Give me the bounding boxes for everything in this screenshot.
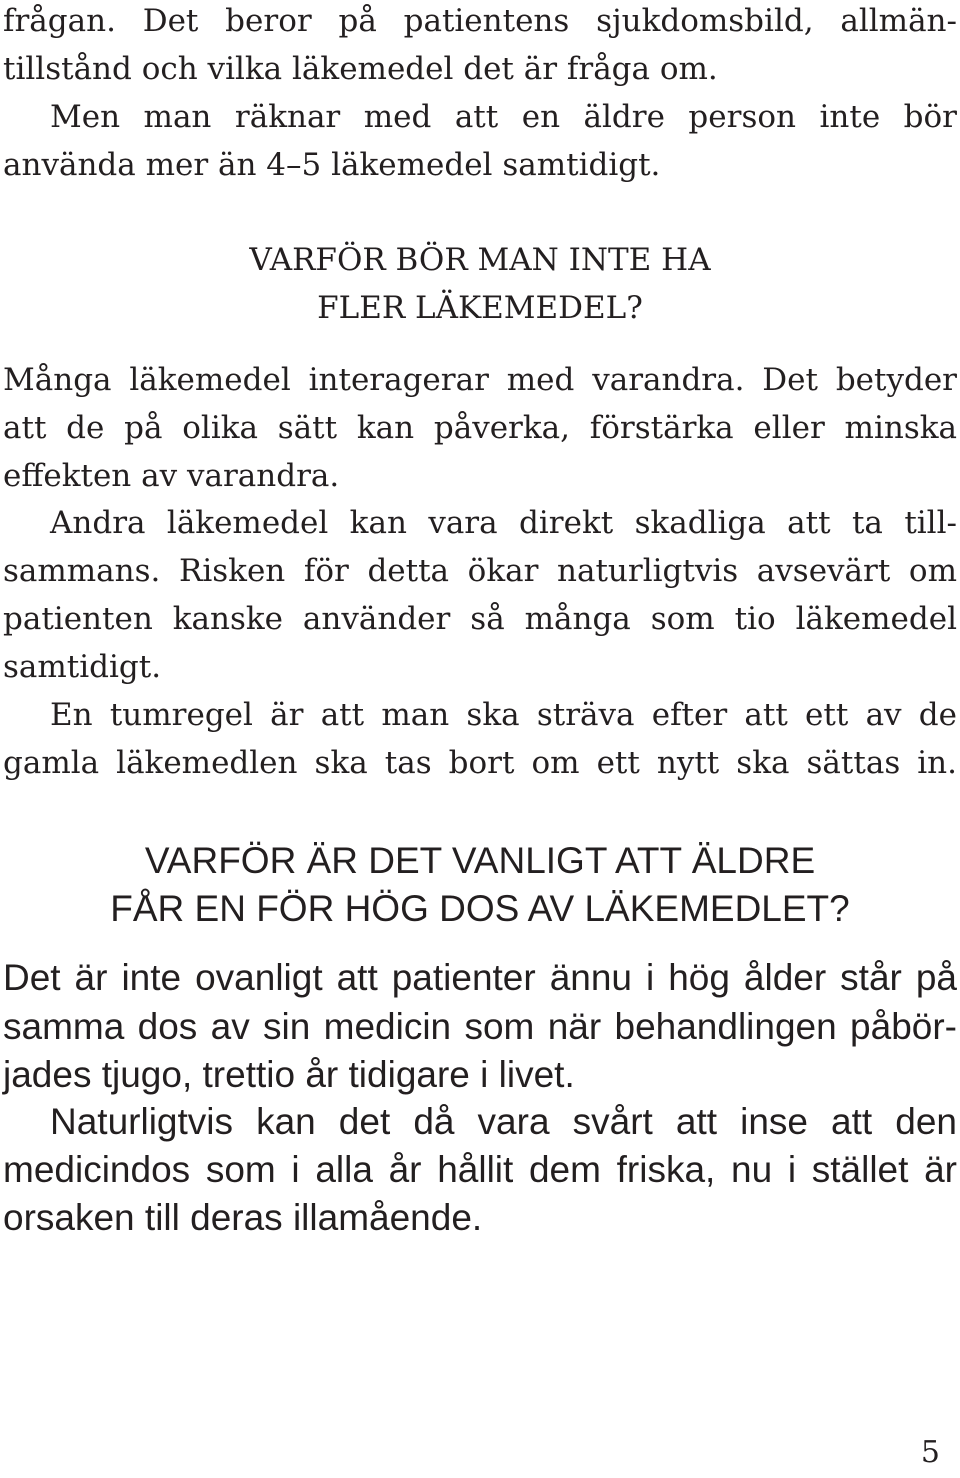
section1-line-1: Många läkemedel interagerar med varandra. Det betyder — [3, 362, 957, 398]
section1-line-7: samtidigt. — [3, 649, 162, 685]
intro-line-3: Men man räknar med att en äldre person inte bör — [50, 99, 957, 135]
section2-heading-line-1: VARFÖR ÄR DET VANLIGT ATT ÄLDRE — [144, 840, 816, 881]
intro-line-1: frågan. Det beror på patientens sjukdomsbild, allmän- — [3, 3, 957, 39]
intro-line-4: använda mer än 4–5 läkemedel samtidigt. — [3, 147, 661, 183]
intro-line-2: tillstånd och vilka läkemedel det är fråga om. — [3, 51, 718, 87]
section1-line-5: sammans. Risken för detta ökar naturligtvis avsevärt om — [3, 553, 957, 589]
section2-line-3: jades tjugo, trettio år tidigare i livet. — [3, 1054, 575, 1095]
section1-line-3: effekten av varandra. — [3, 458, 340, 494]
section2-line-5: medicindos som i alla år hållit dem friska, nu i stället är — [3, 1149, 957, 1190]
section1-heading-line-1: VARFÖR BÖR MAN INTE HA — [249, 242, 711, 278]
section2-line-4: Naturligtvis kan det då vara svårt att inse att den — [50, 1101, 957, 1142]
section2-line-2: samma dos av sin medicin som när behandlingen påbör- — [3, 1006, 957, 1047]
section1-heading-line-2: FLER LÄKEMEDEL? — [317, 290, 643, 326]
page-number: 5 — [920, 1435, 940, 1470]
section1-line-8: En tumregel är att man ska sträva efter att ett av de — [50, 697, 957, 733]
section2-line-6: orsaken till deras illamående. — [3, 1197, 483, 1238]
section1-line-6: patienten kanske använder så många som tio läkemedel — [3, 601, 957, 637]
section2-heading-line-2: FÅR EN FÖR HÖG DOS AV LÄKEMEDLET? — [110, 888, 850, 929]
section1-line-2: att de på olika sätt kan påverka, förstärka eller minska — [3, 410, 957, 446]
section1-line-4: Andra läkemedel kan vara direkt skadliga att ta till- — [50, 505, 957, 541]
section1-line-9: gamla läkemedlen ska tas bort om ett nytt ska sättas in. — [3, 745, 957, 781]
section2-line-1: Det är inte ovanligt att patienter ännu i hög ålder står på — [3, 957, 957, 998]
